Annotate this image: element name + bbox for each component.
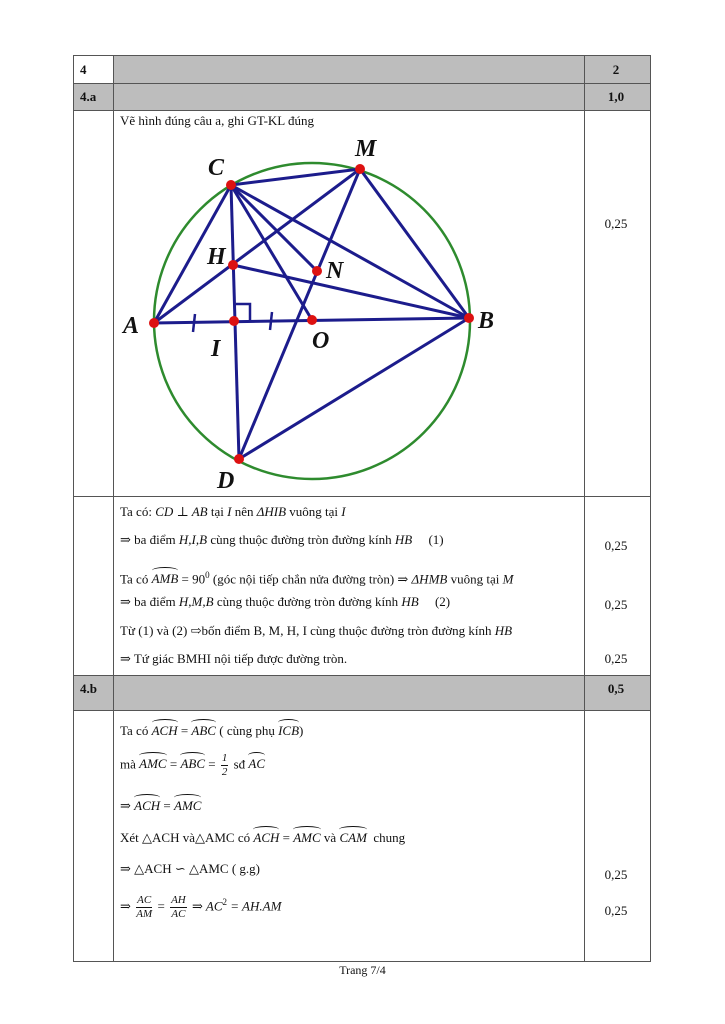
right-angle-mark <box>236 304 250 320</box>
figure-instruction: Vẽ hình đúng câu a, ghi GT-KL đúng <box>120 113 315 128</box>
text: ) <box>299 723 304 738</box>
text: = <box>154 898 169 914</box>
text: nên <box>231 504 257 519</box>
tick-mark <box>270 312 272 330</box>
point-A <box>149 318 159 328</box>
score-step-4: 0,25 <box>604 867 628 882</box>
part-b-points: 0,5 <box>607 681 625 696</box>
figure-score: 0,25 <box>604 216 628 231</box>
text: = <box>177 723 192 738</box>
angle: ABC <box>191 723 216 738</box>
text: = <box>205 756 219 772</box>
text: = 90 <box>178 571 206 587</box>
text: tại <box>207 504 228 519</box>
numerator: 1 <box>221 752 228 764</box>
column-divider <box>113 55 114 962</box>
denominator: AM <box>136 907 153 920</box>
question-number: 4 <box>80 62 87 77</box>
score-step-1: 0,25 <box>604 538 628 553</box>
text: ⇒ ba điểm <box>120 532 179 547</box>
part-a-points: 1,0 <box>607 89 625 104</box>
text: ⇒ <box>120 798 135 813</box>
text: cùng thuộc đường tròn đường kính <box>207 532 395 547</box>
segment-MB <box>360 169 469 318</box>
score-step-3: 0,25 <box>604 651 628 666</box>
segment-HB <box>233 265 469 318</box>
row-divider <box>73 110 651 111</box>
text: chung <box>366 830 406 845</box>
row-divider <box>73 675 651 676</box>
angle: CAM <box>339 830 367 845</box>
fraction <box>170 894 187 921</box>
numerator: AC <box>137 893 152 906</box>
tick-mark <box>193 314 195 332</box>
angle: AMC <box>174 798 202 813</box>
proof-line <box>120 566 513 588</box>
question-total-points: 2 <box>612 62 620 77</box>
text: Ta có <box>120 571 152 587</box>
proof-line <box>120 752 265 779</box>
row-divider <box>73 83 651 84</box>
text: (1) <box>412 532 444 547</box>
fraction <box>136 894 152 921</box>
math: CD ⊥ AB <box>155 504 208 519</box>
text: (góc nội tiếp chắn nửa đường tròn) ⇒ <box>209 571 412 587</box>
text: sđ <box>230 756 249 772</box>
label-H: H <box>207 244 226 270</box>
arc: AC <box>248 756 266 772</box>
proof-line <box>120 593 450 611</box>
angle: ICB <box>278 723 300 738</box>
page-footer: Trang 7/4 <box>339 963 386 977</box>
label-A: A <box>123 313 140 339</box>
proof-line: ⇒ Tứ giác BMHI nội tiếp được đường tròn. <box>120 651 348 666</box>
math: HB <box>401 594 419 609</box>
score-step-2: 0,25 <box>604 597 628 612</box>
text: Ta có <box>120 723 152 738</box>
point-C <box>226 180 236 190</box>
text: ⇒ ba điểm <box>120 594 179 609</box>
text: = <box>279 830 294 845</box>
proof-line <box>120 829 405 847</box>
text: vuông tại <box>447 571 503 587</box>
fraction <box>221 752 229 779</box>
math: HB <box>394 532 413 547</box>
point-B <box>464 313 474 323</box>
segment-DB <box>239 318 469 459</box>
math: H,M,B <box>178 594 214 609</box>
angle: AMC <box>293 830 321 845</box>
segment-CB <box>231 185 469 318</box>
angle: ACH <box>151 723 178 738</box>
text: mà <box>120 756 140 772</box>
proof-line <box>120 622 512 640</box>
label-C: C <box>208 155 225 181</box>
point-I <box>229 316 239 326</box>
part-b-label: 4.b <box>80 681 97 696</box>
text: Xét △ACH và△AMC có <box>120 830 254 845</box>
proof-line <box>120 797 201 815</box>
text: 2 <box>222 897 228 907</box>
text: Ta có: <box>120 504 156 519</box>
math: I <box>227 504 232 519</box>
label-M: M <box>355 136 377 162</box>
text: = <box>160 798 174 813</box>
label-O: O <box>312 328 330 354</box>
text: Từ (1) và (2) ⇨bốn điểm B, M, H, I cùng thuộc đường tròn đường kính <box>120 623 495 638</box>
denominator: 2 <box>221 766 228 778</box>
text: và <box>320 830 340 845</box>
text: cùng thuộc đường tròn đường kính <box>213 594 402 609</box>
text: vuông tại <box>286 504 342 519</box>
column-divider <box>584 55 585 962</box>
math: HB <box>494 623 513 638</box>
proof-line <box>120 722 303 740</box>
math: H,I,B <box>178 532 208 547</box>
row-divider <box>73 710 651 711</box>
label-N: N <box>326 258 344 284</box>
math: M <box>502 571 514 587</box>
score-step-5: 0,25 <box>604 903 628 918</box>
math: ⇒ AC <box>188 898 223 914</box>
text: 0 <box>205 570 210 580</box>
point-H <box>228 260 238 270</box>
text: (2) <box>418 594 451 609</box>
proof-line <box>120 503 346 521</box>
part-a-label: 4.a <box>80 89 97 104</box>
angle: AMC <box>139 756 167 772</box>
angle: AMB <box>151 571 179 587</box>
math: = AH.AM <box>227 898 282 914</box>
geometry-figure <box>115 128 535 496</box>
label-D: D <box>217 468 235 494</box>
text: ( cùng phụ <box>215 723 279 738</box>
angle: ACH <box>134 798 161 813</box>
numerator: AH <box>171 893 186 906</box>
math: ΔHMB <box>411 571 448 587</box>
point-M <box>355 164 365 174</box>
proof-line <box>120 531 444 549</box>
math: I <box>341 504 346 519</box>
angle: ACH <box>253 830 280 845</box>
row-divider <box>73 496 651 497</box>
point-N <box>312 266 322 276</box>
label-B: B <box>478 308 495 334</box>
label-I: I <box>211 336 221 362</box>
angle: ABC <box>180 756 205 772</box>
proof-line <box>120 893 281 921</box>
point-O <box>307 315 317 325</box>
text: = <box>166 756 181 772</box>
point-D <box>234 454 244 464</box>
denominator: AC <box>171 907 186 920</box>
proof-line: ⇒ △ACH ∽ △AMC ( g.g) <box>120 861 261 876</box>
text: ⇒ <box>120 898 135 914</box>
math: ΔHIB <box>256 504 287 519</box>
